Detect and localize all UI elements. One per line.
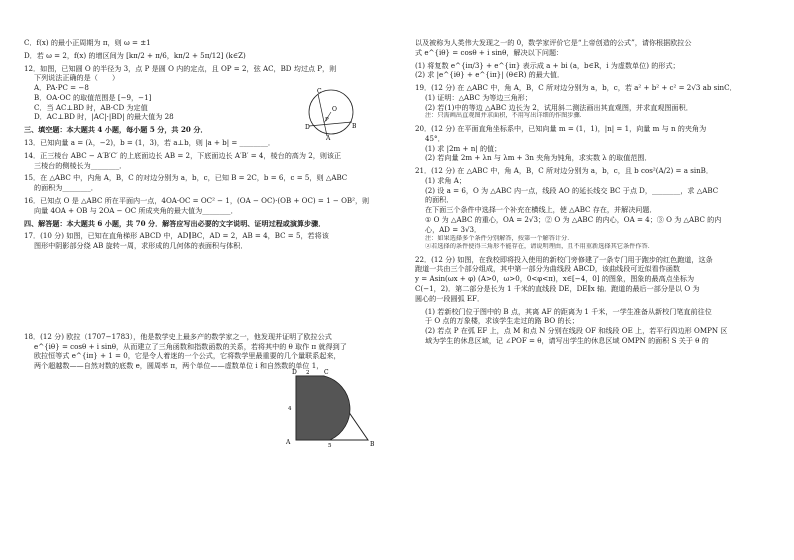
- text-line: (1) 求 |2m + n| 的值；: [425, 143, 502, 153]
- shaded-region: [296, 376, 350, 440]
- text-line: C(−1，2)．第二部分是长为 1 千米的直线段 DE，DE∥x 轴．跑道的最后一部分是以 O 为: [415, 284, 700, 294]
- text-line: y = Asin(ωx + φ) (A>0，ω>0，0<φ<π)，x∈[−4，0] 的图象，图象的最高点坐标为: [415, 274, 695, 284]
- text-line: 两个超越数——自然对数的底数 e，圆周率 π，两个单位——虚数单位 i 和自然数的单位 1，: [34, 361, 324, 371]
- label-o: O: [332, 106, 337, 113]
- question-13: 13．已知向量 a = (λ，−2)，b = (1，3)，若 a⊥b，则 |a + b| = ________．: [24, 138, 276, 148]
- text-line: 的面积．: [425, 195, 454, 205]
- question-19: 19．(12 分) 在 △ABC 中，角 A，B，C 所对边分别为 a，b，c，若 a² + b² + c² = 2√3 ab sinC．: [415, 83, 737, 93]
- chord-ac: [318, 94, 327, 136]
- text-line: 以及被称为人类伟大发现之一的 0，数学家评价它是“上帝创造的公式”，请你根据欧拉公: [415, 38, 692, 47]
- note: 注：如果选择多个条件分别解答，按第一个解答计分．: [425, 234, 574, 242]
- option-a: A．PA·PC = −8: [34, 83, 89, 93]
- question-14: 14．正三棱台 ABC − A′B′C′ 的上底面边长 AB = 2，下底面边长 A′B′ = 4，棱台的高为 2，则该正: [24, 150, 342, 160]
- question-20: 20．(12 分) 在平面直角坐标系中，已知向量 m = (1，1)，|n| = 1，向量 m 与 n 的夹角为: [415, 124, 707, 134]
- text-line: (2) 设 a = 6，O 为 △ABC 内一点，线段 AO 的延长线交 BC 于点 D，________，求 △ABC: [425, 185, 719, 195]
- label-d: D: [292, 369, 297, 376]
- question-15: 15．在 △ABC 中，内角 A，B，C 的对边分别为 a，b，c，已知 B = 2C，b = 6，c = 5，则 △ABC: [24, 173, 348, 183]
- label-c: C: [317, 88, 322, 95]
- text-line: ① O 为 △ABC 的重心，OA = 2√3；② O 为 △ABC 的内心，OA = 4；③ O 为 △ABC 的内: [425, 215, 722, 225]
- label-a: A: [286, 439, 291, 446]
- figure-space: [24, 251, 389, 329]
- text-line: 域为学生的休息区域，记 ∠POF = θ，请写出学生的休息区域 OMPN 的面积 S 关于 θ 的: [425, 335, 709, 345]
- right-column: [415, 38, 780, 346]
- question-12-stem: 12．如图，已知圆 O 的半径为 3，点 P 是圆 O 内的定点，且 OP = 2，弦 AC，BD 均过点 P，则: [24, 63, 337, 73]
- text-line: 在下面三个条件中选择一个补充在横线上，使 △ABC 存在，并解决问题．: [425, 205, 657, 215]
- circle-figure: [304, 84, 356, 140]
- text-line: 的面积为________．: [34, 183, 98, 193]
- option-d: D．AC⊥BD 时，|AC|·|BD| 的最大值为 28: [34, 112, 174, 122]
- text-line: (1) 若新校门位于图中的 B 点，其离 AF 的距离为 1 千米，一学生准备从新校门笔直前往位: [425, 306, 712, 316]
- text-line: 心，AD = 3√3．: [425, 224, 482, 234]
- text-line: 式 e^{iθ} = cosθ + i sinθ，解决以下问题：: [415, 47, 564, 57]
- text-line: 跑道一共由三个部分组成，其中第一部分为曲线段 ABCD，该曲线段可近似看作函数: [415, 264, 681, 274]
- label-c: C: [324, 369, 329, 376]
- text-line: (1) 证明：△ABC 为等边三角形；: [425, 92, 532, 102]
- section-heading: 三、填空题：本大题共 4 小题，每小题 5 分，共 20 分．: [24, 125, 208, 135]
- chord-bd: [309, 122, 352, 126]
- text-line: (2) 求 |e^{iθ} + e^{iπ}| (θ∈R) 的最大值．: [415, 70, 565, 80]
- option-c: C．当 AC⊥BD 时，AB·CD 为定值: [34, 102, 148, 112]
- text-line: 图形中阴影部分绕 AB 旋转一周，求形成的几何体的表面积与体积．: [34, 241, 248, 251]
- text-line: (1) 求角 A；: [425, 175, 466, 185]
- section-heading: 四、解答题：本大题共 6 小题，共 70 分．解答应写出必要的文字说明、证明过程或演算步骤．: [24, 218, 326, 228]
- question-18: 18．(12 分) 欧拉（1707−1783），他是数学史上最多产的数学家之一，他发现并证明了欧拉公式: [24, 331, 332, 341]
- label-d: D: [305, 124, 310, 131]
- text-line: (2) 若(1)中的等边 △ABC 边长为 2，试用斜二测法画出其直观图，并求直观图面积．: [425, 102, 693, 112]
- note: ②若选择的条件使得三角形不能存在，请说明理由，且不用重新选择其它条件作答．: [425, 243, 654, 251]
- text-line: (1) 将复数 e^{iπ/3} + e^{iπ} 表示成 a + bi (a，b∈R，i 为虚数单位) 的形式；: [415, 60, 680, 70]
- trapezoid-figure: [284, 366, 392, 448]
- question-21: 21．(12 分) 在 △ABC 中，角 A，B，C 所对边分别为 a，b，c，且 b cos²(A/2) = a sinB．: [415, 166, 713, 176]
- label-len-4: 4: [288, 406, 292, 412]
- text-line: (2) 若向量 2m + λn 与 λm + 3n 夹角为钝角，求实数 λ 的取值范围．: [425, 153, 652, 163]
- label-a: A: [326, 135, 331, 140]
- text-line: e^{iθ} = cosθ + i sinθ，从而建立了三角函数和指数函数的关系，若将其中的 θ 取作 π 就得到了: [34, 341, 347, 351]
- label-b: B: [352, 123, 356, 130]
- text-line: 向量 4OA + OB 与 2OA − OC 所成夹角的最大值为________．: [34, 205, 238, 215]
- text-line: 下列说法正确的是（ ）: [34, 73, 120, 83]
- option-b: B．OA·OC 的取值范围是 [−9，−1]: [34, 92, 152, 102]
- note: 注：只需画出直观图并求面积，不用写出详细的作图步骤．: [425, 112, 586, 120]
- text-line: D．若 ω = 2，f(x) 的增区间为 [kπ/2 + π/6，kπ/2 + 5π/12] (k∈Z): [24, 50, 246, 60]
- question-16: 16．已知点 O 是 △ABC 所在平面内一点，4OA·OC = OC² − 1，(OA − OC)·(OB + OC) = 1 − OB²，则: [24, 195, 370, 205]
- label-len-2: 2: [306, 370, 310, 376]
- text-line: 于 O 点的万象楼，求该学生走过的路 BO 的长；: [425, 316, 579, 326]
- question-22: 22．(12 分) 如图，在我校即将投入使用的新校门旁修建了一条专门用于跑步的红色跑道，这条: [415, 254, 713, 264]
- label-b: B: [370, 441, 375, 448]
- text-line: 欧拉恒等式 e^{iπ} + 1 = 0，它是令人着迷的一个公式，它将数学里最重要的几个量联系起来，: [34, 351, 341, 361]
- text-line: 三棱台的侧棱长为________．: [34, 160, 127, 170]
- label-len-5: 5: [328, 443, 332, 448]
- text-line: 45°．: [425, 133, 445, 143]
- question-17: 17．(10 分) 如图，已知在直角梯形 ABCD 中，AD∥BC，AD = 2，AB = 4，BC = 5，若将该: [24, 231, 329, 241]
- text-line: 圆心的一段圆弧 EF．: [415, 293, 485, 303]
- text-line: C．f(x) 的最小正周期为 π，则 ω = ±1: [24, 38, 151, 47]
- label-p: P: [325, 117, 329, 123]
- text-line: (2) 若点 P 在弧 EF 上，点 M 和点 N 分别在线段 OF 和线段 OE 上，若平行四边形 OMPN 区: [425, 326, 728, 336]
